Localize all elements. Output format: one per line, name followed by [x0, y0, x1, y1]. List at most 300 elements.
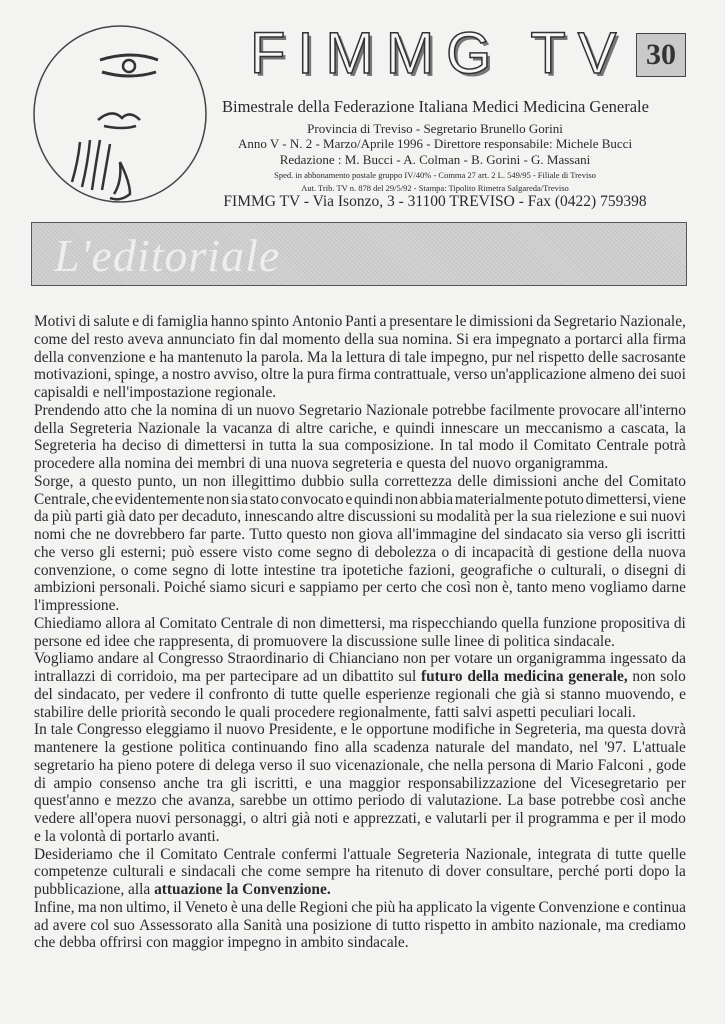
word: la [331, 632, 347, 650]
word: La [507, 792, 524, 810]
word: persona [487, 756, 536, 774]
word: la [674, 863, 686, 881]
word: maggior [172, 934, 228, 952]
word: per [666, 774, 686, 792]
word: segreteria [332, 455, 397, 472]
word: un [322, 668, 338, 685]
word: capisaldi [34, 384, 93, 401]
word: Vogliamo [34, 650, 94, 668]
word: la [331, 348, 343, 366]
word: è, [502, 579, 513, 597]
word: l'attuale [343, 845, 392, 863]
word: per [205, 668, 226, 685]
word: Falconi [597, 756, 644, 774]
word: Segreteria [34, 437, 97, 455]
word: tanto [516, 579, 548, 597]
word: stanno [560, 685, 601, 703]
word: dovrà [650, 721, 686, 739]
text-line [34, 366, 686, 384]
word: del [481, 526, 500, 543]
word: segretario [34, 756, 95, 774]
word: e [148, 348, 156, 366]
word: aspetti [496, 703, 541, 721]
word: di [141, 313, 154, 330]
word: a [608, 419, 615, 437]
word: impegnato [495, 330, 561, 348]
word: continuando [231, 739, 308, 756]
word: gli [99, 543, 116, 561]
masthead-editorial-staff: Redazione : M. Bucci - A. Colman - B. Gorini - G. Massani [279, 152, 591, 167]
word: verso [453, 366, 488, 384]
word: rispecchiando [411, 614, 498, 632]
word: dubbio [301, 472, 345, 490]
word: tutto [392, 916, 421, 934]
text-line [34, 881, 686, 899]
word: non [474, 579, 499, 597]
word: e [382, 419, 390, 437]
editorial-body [34, 313, 686, 952]
text-line [34, 704, 686, 722]
text-line [34, 508, 686, 526]
word: di [221, 401, 234, 419]
word: sappiamo [299, 579, 359, 597]
text-line [34, 402, 686, 420]
word: darne [651, 579, 686, 597]
word: viene [652, 490, 686, 508]
word: illegittimo [231, 472, 296, 490]
word: Congresso [76, 721, 142, 739]
masthead-subtitle: Bimestrale della Federazione Italiana Medici Medicina Generale [222, 97, 649, 116]
word: abbia [419, 490, 454, 508]
word: quelle [322, 685, 361, 703]
word: Straordinario [227, 650, 309, 668]
section-banner [31, 222, 687, 286]
issue-number-badge: 30 [636, 33, 686, 77]
word: '97. [604, 739, 627, 756]
word: altre [295, 419, 324, 437]
word: integrata [537, 845, 592, 863]
text-line [34, 437, 686, 455]
text-line [34, 650, 686, 668]
word: le [351, 721, 363, 739]
word: avere [52, 916, 87, 934]
word: Regioni [299, 898, 349, 916]
text-line [34, 686, 686, 704]
word: votare [454, 650, 493, 668]
bold-word: Convenzione. [242, 881, 331, 898]
word: in [498, 721, 511, 739]
word: procedere [274, 703, 339, 721]
word: esterni; [120, 543, 167, 561]
word: del [604, 472, 624, 490]
text-line [34, 420, 686, 438]
word: eleggiamo [145, 721, 210, 739]
word: nuovi [135, 810, 171, 827]
word: al [142, 650, 155, 668]
word: sia [230, 490, 249, 508]
word: valutazione. [427, 792, 502, 810]
word: avviso, [213, 366, 258, 384]
word: spinge, [114, 366, 159, 384]
word: naturale [435, 739, 485, 756]
word: Nazionale, [619, 313, 686, 330]
word: dato [128, 508, 156, 526]
word: personali. [99, 579, 160, 597]
word: ma [389, 614, 408, 632]
word: o [537, 561, 546, 579]
word: questa [607, 721, 647, 739]
word: una [319, 774, 342, 792]
word: dibattito [342, 668, 394, 685]
word: gestione [556, 543, 608, 561]
word: composizione. [344, 437, 435, 455]
word: per [491, 810, 512, 827]
word: vicenazionale, [335, 756, 424, 774]
word: spinto [251, 313, 289, 330]
word: in [475, 916, 488, 934]
text-line [34, 544, 686, 562]
word: dover [445, 863, 481, 881]
masthead-registration: Aut. Trib. TV n. 878 del 29/5/92 - Stampa: Tipolito Rimetra Salgareda/Treviso [301, 183, 569, 193]
word: una [286, 916, 309, 934]
word: meno [551, 579, 586, 597]
text-line [34, 739, 686, 757]
word: un [291, 792, 308, 810]
word: sacrosante [621, 348, 686, 366]
bold-word: la [226, 881, 243, 898]
word: fatti [434, 703, 464, 721]
word: gli [625, 526, 643, 543]
word: il [296, 756, 306, 774]
text-line [34, 579, 686, 597]
word: non [632, 668, 656, 685]
word: culturali [112, 863, 164, 881]
word: di [100, 668, 113, 685]
word: di [597, 845, 610, 863]
word: , [647, 756, 652, 774]
word: potere [156, 756, 195, 774]
word: nomina [124, 455, 175, 472]
word: sarebbe [239, 792, 287, 810]
word: Centrale [220, 614, 273, 632]
word: mezzo [116, 792, 157, 810]
word: volontà [59, 827, 110, 845]
word: sindacali [181, 863, 236, 881]
word: a [564, 330, 572, 348]
word: innescare [440, 419, 499, 437]
word: che [118, 845, 140, 863]
word: Infine, [34, 898, 75, 916]
word: consultare, [486, 863, 554, 881]
word: come [267, 863, 301, 881]
word: disegni [624, 561, 669, 579]
word: momento [282, 330, 341, 348]
word: resto [93, 330, 124, 348]
word: mandato, [516, 739, 574, 756]
word: la [301, 437, 314, 455]
word: dimettersi, [585, 490, 651, 508]
word: che [241, 863, 263, 881]
word: di [357, 543, 370, 561]
word: o [441, 543, 450, 561]
word: tra [320, 561, 338, 579]
word: quali [239, 703, 275, 721]
word: fino [314, 739, 339, 756]
word: la [475, 898, 487, 916]
word: e [424, 810, 432, 827]
word: apprezzati, [353, 810, 421, 827]
word: Chianciano [328, 650, 399, 668]
word: Si [456, 330, 469, 348]
word: delle [87, 703, 122, 721]
word: gli [230, 774, 247, 792]
word: un [236, 401, 253, 419]
word: nel [515, 348, 535, 366]
word: confermi [281, 845, 338, 863]
word: che [34, 934, 60, 952]
word: non [403, 650, 427, 668]
word: debolezza [374, 543, 437, 561]
word: incapacità [471, 543, 534, 561]
text-line [34, 792, 686, 810]
word: allora [105, 614, 141, 632]
word: di [34, 774, 46, 792]
text-line [34, 846, 686, 864]
word: o [120, 561, 129, 579]
word: ad [34, 916, 49, 934]
word: del [71, 330, 90, 348]
word: culturali, [550, 561, 607, 579]
word: gode [656, 756, 686, 774]
word: solo [660, 668, 686, 685]
word: ritenuto [375, 863, 424, 881]
word: non [292, 614, 316, 632]
word: Centrale, [34, 490, 90, 508]
word: di [388, 348, 401, 366]
word: di [213, 561, 226, 579]
word: annunciato [167, 330, 235, 348]
word: periodo [357, 792, 405, 810]
word: facilmente [489, 401, 555, 419]
word: cascata, [620, 419, 669, 437]
word: del [491, 739, 510, 756]
word: da [34, 508, 49, 526]
word: atto [103, 401, 127, 419]
word: dimettersi [184, 437, 246, 455]
word: così [619, 792, 645, 810]
word: rispetto [424, 916, 471, 934]
word: materialmente [454, 490, 543, 508]
word: che [34, 543, 56, 561]
word: mantenere [34, 739, 99, 756]
word: per [493, 508, 514, 526]
word: di [673, 614, 686, 632]
word: modo [478, 437, 514, 455]
word: nuovo [472, 455, 515, 472]
text-line [34, 526, 686, 544]
word: nostro [172, 366, 211, 384]
word: di [198, 756, 211, 774]
text-line [34, 721, 686, 739]
text-line [34, 863, 686, 881]
word: ambito [491, 916, 535, 934]
word: politica [179, 739, 226, 756]
word: del [34, 685, 53, 703]
word: nella [453, 756, 484, 774]
word: ma [584, 721, 604, 739]
word: scadenza [373, 739, 430, 756]
word: parte. [210, 526, 246, 543]
masthead-postal: Sped. in abbonamento postale gruppo IV/40% - Comma 27 art. 2 L. 549/95 - Filiale di Treviso [274, 170, 596, 180]
word: un [504, 419, 520, 437]
word: pur [491, 348, 513, 366]
word: che [420, 579, 443, 597]
text-line [34, 491, 686, 509]
word: nuovi [650, 508, 686, 526]
word: decaduto, [181, 508, 242, 526]
word: anche [649, 792, 686, 810]
word: deciso [122, 437, 162, 455]
word: segno [172, 561, 209, 579]
word: fazioni, [408, 561, 455, 579]
word: che [91, 490, 114, 508]
word: corridoio, [116, 668, 178, 685]
word: di [487, 632, 504, 650]
word: sui [629, 508, 648, 526]
word: propositiva [600, 614, 670, 632]
word: continua [632, 898, 686, 916]
word: ampio [53, 774, 92, 792]
word: la [292, 366, 304, 384]
word: le [224, 703, 240, 721]
word: di [276, 614, 289, 632]
word: di [109, 827, 126, 845]
word: verso [60, 543, 94, 561]
word: dopo [638, 863, 670, 881]
word: locali. [597, 703, 636, 721]
word: potrebbe [560, 792, 615, 810]
word: tal [457, 437, 474, 455]
word: ma [605, 916, 625, 934]
word: perché [558, 863, 600, 881]
word: o [250, 810, 259, 827]
word: lotte [230, 561, 259, 579]
text-line [34, 934, 686, 952]
word: Nazionale, [465, 845, 532, 863]
word: una [264, 455, 291, 472]
word: linee [454, 632, 488, 650]
masthead-province: Provincia di Treviso - Segretario Brunello Gorini [307, 121, 563, 136]
word: con [146, 934, 173, 952]
word: Sanità [243, 916, 282, 934]
word: e [619, 508, 627, 526]
word: convenzione, [34, 561, 116, 579]
text-line [34, 633, 686, 651]
word: vogliamo [589, 579, 648, 597]
text-line [34, 597, 686, 615]
word: e [342, 810, 350, 827]
word: consenso [99, 774, 156, 792]
word: noti [314, 810, 339, 827]
word: che [351, 898, 373, 916]
word: iscritti, [254, 774, 298, 792]
word: ipotetiche [342, 561, 404, 579]
word: come [277, 543, 311, 561]
word: ha [355, 863, 371, 881]
word: L'attuale [632, 739, 686, 756]
word: meccanismo [525, 419, 603, 437]
word: portarci [574, 330, 623, 348]
word: che [133, 632, 159, 650]
word: portarlo [125, 827, 179, 845]
word: convenzione [67, 348, 146, 366]
word: dei [638, 366, 657, 384]
word: sempre [306, 863, 351, 881]
word: alla [98, 455, 125, 472]
word: la [44, 827, 60, 845]
word: ne [95, 526, 111, 543]
word: In [34, 721, 47, 739]
word: sua [531, 508, 552, 526]
word: non [202, 472, 226, 490]
word: più [375, 898, 396, 916]
word: a [379, 313, 387, 330]
word: la [246, 348, 258, 366]
word: personaggi, [174, 810, 247, 827]
word: della [34, 348, 64, 366]
word: confronto [208, 685, 269, 703]
word: e [345, 490, 353, 508]
word: giova [358, 526, 393, 543]
word: la [516, 508, 528, 526]
word: porti [604, 863, 634, 881]
word: a [79, 472, 86, 490]
word: Mario [555, 756, 594, 774]
word: sua [318, 437, 340, 455]
word: di [273, 685, 286, 703]
word: altre [317, 508, 345, 526]
word: la [104, 739, 116, 756]
word: per [158, 508, 179, 526]
word: Nazionale [137, 419, 201, 437]
word: ma [77, 898, 97, 916]
word: di [248, 455, 265, 472]
bold-word: attuazione [154, 881, 227, 898]
word: tutte [615, 845, 643, 863]
word: pubblicazione, [34, 881, 129, 898]
word: sindacale. [553, 632, 615, 650]
word: già [521, 685, 541, 703]
word: era [472, 330, 492, 348]
word: firma [337, 366, 371, 384]
word: nel [579, 739, 599, 756]
word: opportune [366, 721, 429, 739]
word: già [106, 508, 126, 526]
word: nomi [34, 526, 66, 543]
fimmg-logo-icon [30, 22, 210, 208]
word: il [195, 685, 204, 703]
word: regionali [435, 685, 490, 703]
word: sia [566, 526, 584, 543]
word: si [545, 685, 556, 703]
word: Panti [345, 313, 377, 330]
word: Prendendo [34, 401, 100, 419]
word: valutarli [435, 810, 488, 827]
word: modo [650, 810, 686, 827]
masthead-issue-info: Anno V - N. 2 - Marzo/Aprile 1996 - Direttore responsabile: Michele Bucci [237, 136, 633, 151]
word: quindi [395, 419, 435, 437]
word: di [539, 543, 552, 561]
